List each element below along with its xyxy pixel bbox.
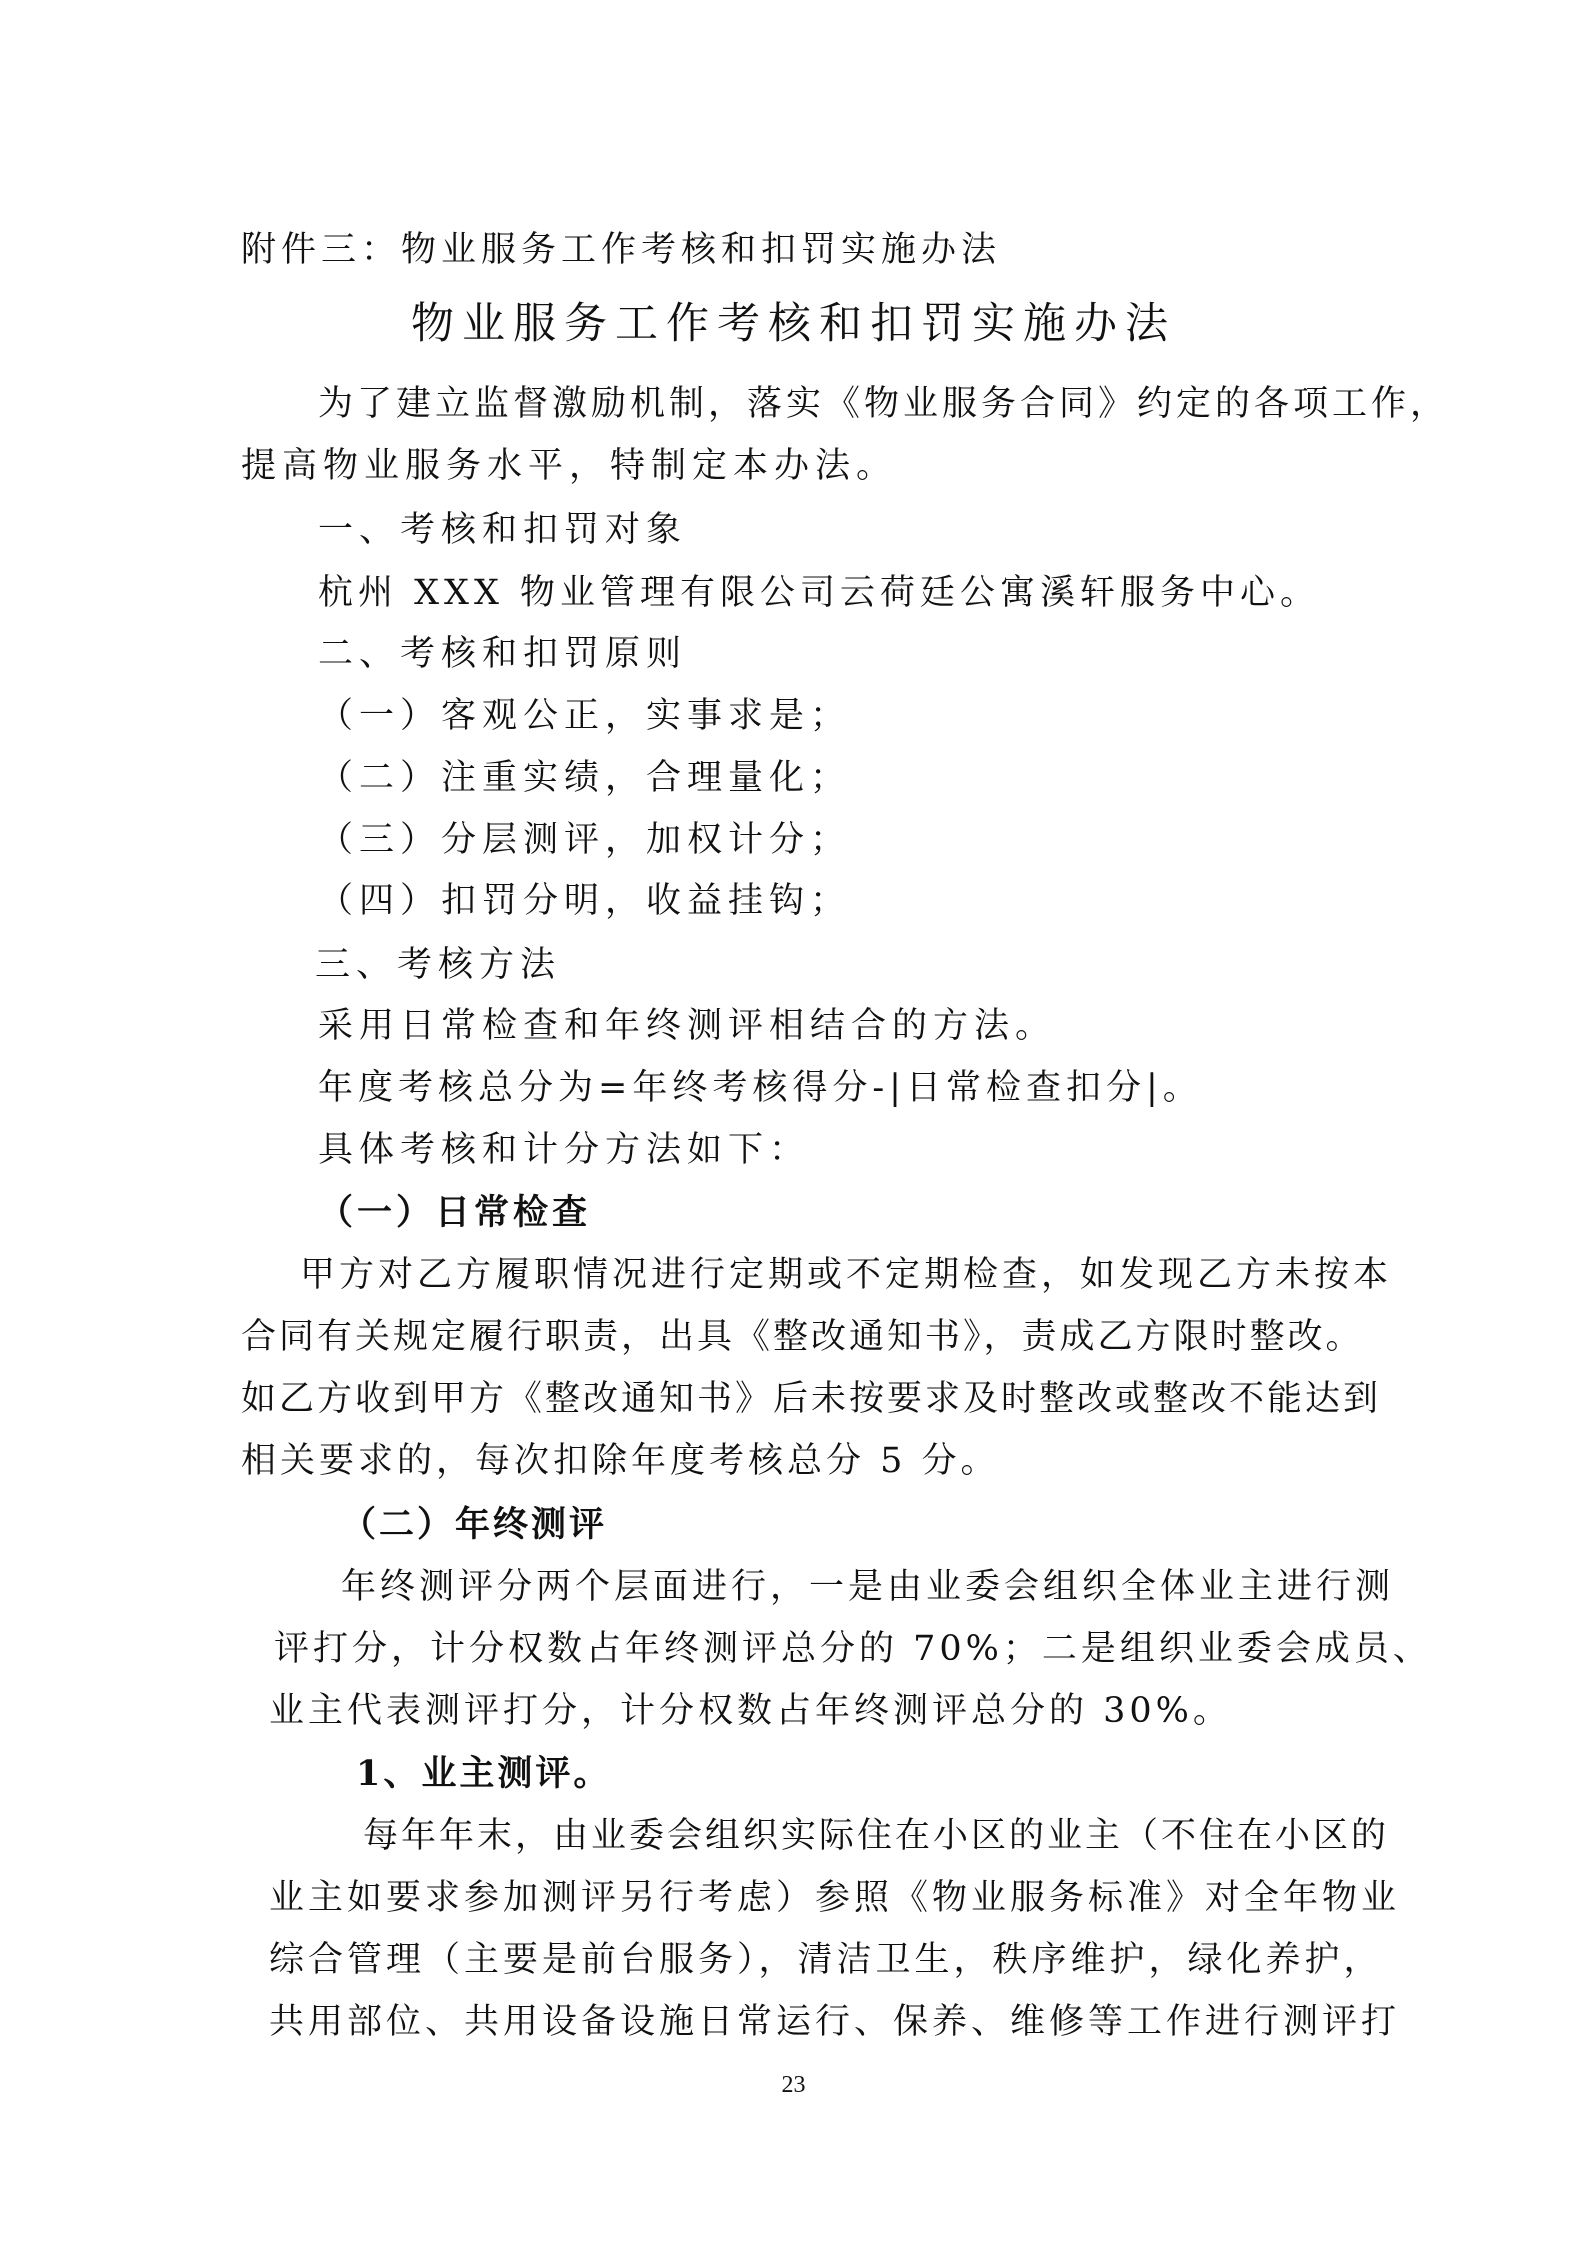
- principle-item-2: （二）注重实绩，合理量化；: [318, 758, 852, 798]
- section-3-heading: 三、考核方法: [315, 945, 562, 985]
- daily-check-line-3: 如乙方收到甲方《整改通知书》后未按要求及时整改或整改不能达到: [241, 1379, 1382, 1419]
- attachment-label: 附件三：物业服务工作考核和扣罚实施办法: [241, 230, 1002, 270]
- owner-eval-line-1: 每年年末，由业委会组织实际住在小区的业主（不住在小区的: [363, 1816, 1390, 1856]
- daily-check-line-1: 甲方对乙方履职情况进行定期或不定期检查，如发现乙方未按本: [300, 1255, 1393, 1295]
- page-number: 23: [781, 2072, 806, 2098]
- year-end-line-2: 评打分，计分权数占年终测评总分的 70%；二是组织业委会成员、: [274, 1629, 1432, 1669]
- daily-check-line-4: 相关要求的，每次扣除年度考核总分 5 分。: [241, 1441, 1000, 1481]
- item-1-heading: 1、业主测评。: [356, 1753, 612, 1794]
- subsection-2-heading: （二）年终测评: [341, 1504, 608, 1545]
- subsection-1-heading: （一）日常检查: [318, 1192, 592, 1233]
- owner-eval-line-3: 综合管理（主要是前台服务），清洁卫生，秩序维护，绿化养护，: [269, 1940, 1383, 1980]
- method-line-3: 具体考核和计分方法如下：: [318, 1130, 811, 1170]
- owner-eval-line-2: 业主如要求参加测评另行考虑）参照《物业服务标准》对全年物业: [269, 1878, 1401, 1918]
- principle-item-4: （四）扣罚分明，收益挂钩；: [318, 881, 852, 921]
- intro-line-1: 为了建立监督激励机制，落实《物业服务合同》约定的各项工作，: [318, 384, 1450, 424]
- method-line-1: 采用日常检查和年终测评相结合的方法。: [318, 1006, 1057, 1046]
- principle-item-1: （一）客观公正，实事求是；: [318, 696, 852, 736]
- method-line-2: 年度考核总分为=年终考核得分-|日常检查扣分|。: [318, 1068, 1203, 1108]
- year-end-line-1: 年终测评分两个层面进行，一是由业委会组织全体业主进行测: [341, 1567, 1395, 1607]
- section-1-heading: 一、考核和扣罚对象: [318, 510, 688, 550]
- owner-eval-line-4: 共用部位、共用设备设施日常运行、保养、维修等工作进行测评打: [269, 2002, 1401, 2042]
- principle-item-3: （三）分层测评，加权计分；: [318, 820, 852, 860]
- page-title: 物业服务工作考核和扣罚实施办法: [411, 299, 1176, 349]
- section-1-body: 杭州 XXX 物业管理有限公司云荷廷公寓溪轩服务中心。: [318, 573, 1321, 613]
- year-end-line-3: 业主代表测评打分，计分权数占年终测评总分的 30%。: [269, 1691, 1232, 1731]
- daily-check-line-2: 合同有关规定履行职责，出具《整改通知书》，责成乙方限时整改。: [241, 1317, 1364, 1357]
- intro-line-2: 提高物业服务水平，特制定本办法。: [241, 446, 898, 486]
- section-2-heading: 二、考核和扣罚原则: [318, 634, 688, 674]
